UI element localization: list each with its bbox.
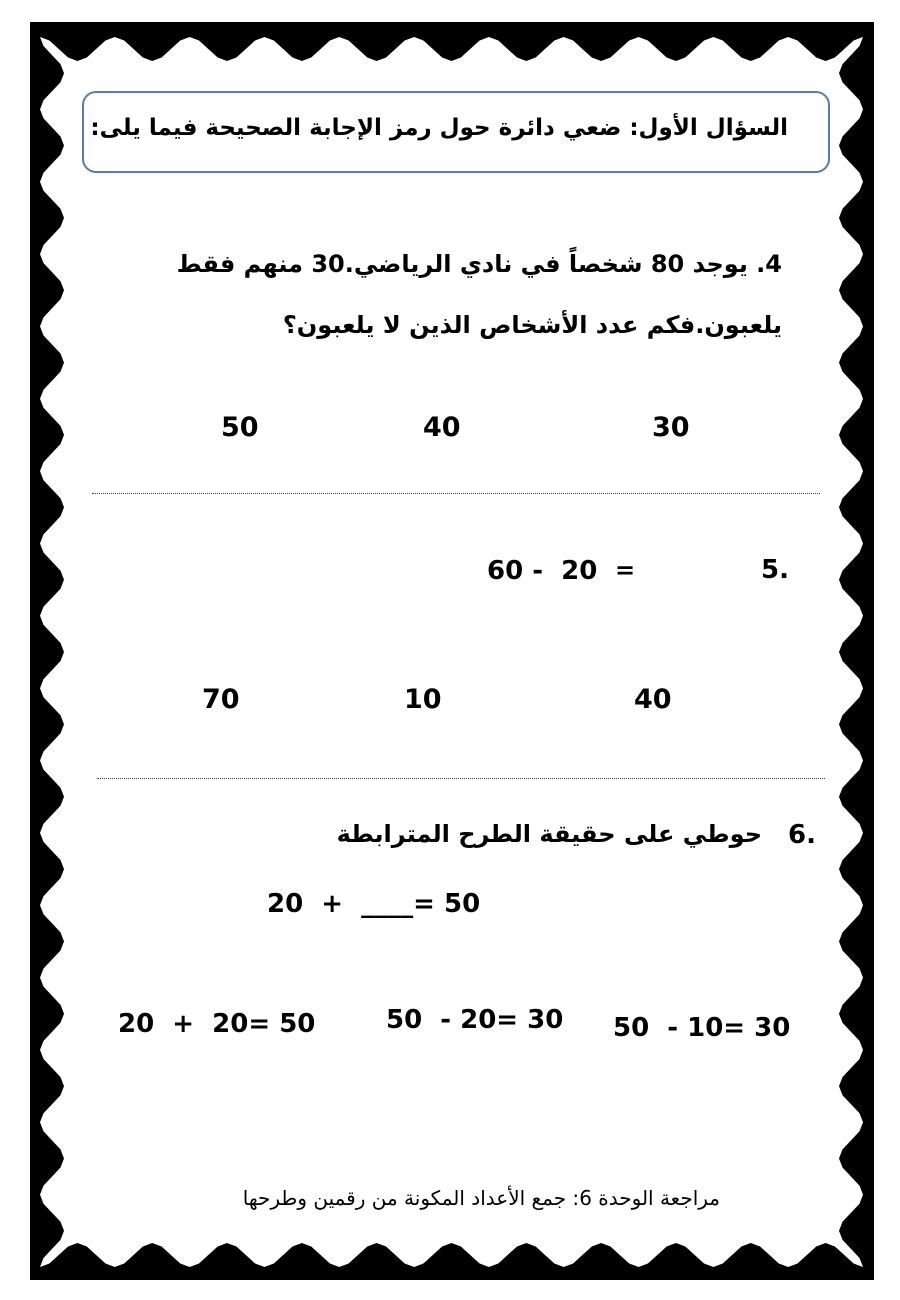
question-6-equation: 20 + ____= 50	[267, 889, 481, 919]
q6-option-1[interactable]: 50 - 10= 30	[613, 1013, 791, 1043]
instruction-box	[82, 91, 830, 173]
separator-line	[92, 493, 820, 494]
q6-option-3[interactable]: 20 + 20= 50	[118, 1009, 316, 1039]
q6-option-2[interactable]: 50 - 20= 30	[386, 1005, 564, 1035]
q4-option-3[interactable]: 50	[221, 412, 259, 443]
footer-unit-review: مراجعة الوحدة 6: جمع الأعداد المكونة من رقمين وطرحها	[242, 1186, 720, 1210]
question-5-expression: 60 - 20	[487, 556, 598, 586]
q4-option-1[interactable]: 30	[652, 412, 690, 443]
q5-option-1[interactable]: 40	[634, 684, 672, 715]
question-6-number: 6.	[788, 820, 816, 850]
instruction-title: السؤال الأول: ضعي دائرة حول رمز الإجابة الصحيحة فيما يلى:	[90, 115, 788, 141]
question-4-line-1: 4. يوجد 80 شخصاً في نادي الرياضي.30 منهم فقط	[176, 250, 782, 278]
separator-line	[97, 778, 825, 779]
question-5-equals: =	[615, 556, 636, 584]
q5-option-2[interactable]: 10	[404, 684, 442, 715]
q4-option-2[interactable]: 40	[423, 412, 461, 443]
question-4-line-2: يلعبون.فكم عدد الأشخاص الذين لا يلعبون؟	[282, 311, 782, 339]
q5-option-3[interactable]: 70	[202, 684, 240, 715]
question-6-prompt: حوطي على حقيقة الطرح المترابطة	[336, 820, 762, 848]
question-5-number: 5.	[761, 555, 789, 585]
